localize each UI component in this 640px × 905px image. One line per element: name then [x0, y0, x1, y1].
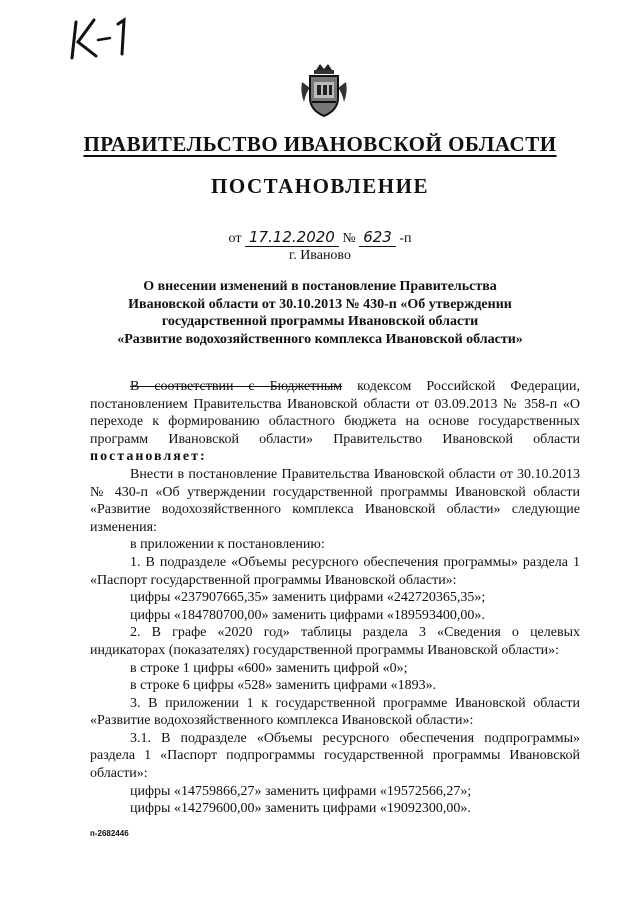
number-sign: № — [342, 231, 356, 246]
government-title: ПРАВИТЕЛЬСТВО ИВАНОВСКОЙ ОБЛАСТИ — [83, 132, 557, 156]
preamble-text: кодексом Российской Федерации, постановлением Правительства Ивановской области от 03.09.2013 № 358-п «О переходе к формированию областного бюджета на основе государственных программ Ивановской области» Правительство Ивановской области — [90, 379, 580, 447]
number-suffix: -п — [399, 231, 412, 246]
paragraph-10: 3.1. В подразделе «Объемы ресурсного обеспечения подпрограммы» раздела 1 «Паспорт подпрограммы государственной программы Ивановской области»: — [90, 730, 580, 782]
date-prefix: от — [228, 231, 242, 246]
document-number: 623 — [359, 228, 396, 247]
document-date: 17.12.2020 — [245, 228, 339, 247]
coat-of-arms-icon — [298, 62, 350, 120]
paragraph-1: Внести в постановление Правительства Ивановской области от 30.10.2013 № 430-п «Об утверждении государственной программы Ивановской области «Развитие водохозяйственного комплекса Ивановской области» следующие изменения: — [90, 466, 580, 535]
document-subject — [70, 278, 570, 348]
paragraph-7: в строке 1 цифры «600» заменить цифрой «0»; — [130, 660, 408, 676]
struck-text: В соответствии с Бюджетным — [130, 379, 343, 394]
paragraph-2: в приложении к постановлению: — [130, 537, 325, 553]
subject-line-1: О внесении изменений в постановление Правительства — [143, 279, 497, 294]
paragraph-8: в строке 6 цифры «528» заменить цифрами «1893». — [130, 678, 437, 694]
document-body — [90, 378, 580, 818]
paragraph-4: цифры «237907665,35» заменить цифрами «242720365,35»; — [130, 590, 486, 606]
decree-word: постановляет: — [90, 449, 207, 465]
subject-line-2: Ивановской области от 30.10.2013 № 430-п «Об утверждении — [128, 296, 512, 312]
paragraph-3: 1. В подразделе «Объемы ресурсного обеспечения программы» раздела 1 «Паспорт государственной программы Ивановской области»: — [90, 554, 580, 588]
paragraph-12: цифры «14279600,00» заменить цифрами «19092300,00». — [130, 801, 471, 817]
subject-line-3: государственной программы Ивановской области — [161, 314, 479, 329]
paragraph-5: цифры «184780700,00» заменить цифрами «189593400,00». — [130, 607, 485, 623]
paragraph-6: 2. В графе «2020 год» таблицы раздела 3 «Сведения о целевых индикаторах (показателях) государственной программы Ивановской области»: — [90, 625, 580, 658]
handwritten-mark — [66, 14, 136, 64]
city: г. Иваново — [289, 248, 351, 263]
document-type: ПОСТАНОВЛЕНИЕ — [211, 174, 429, 198]
date-number-line — [0, 228, 640, 247]
preamble-paragraph — [90, 378, 580, 466]
footer-code: п-2682446 — [90, 829, 129, 838]
subject-line-4: «Развитие водохозяйственного комплекса Ивановской области» — [117, 331, 523, 347]
paragraph-9: 3. В приложении 1 к государственной программе Ивановской области «Развитие водохозяйственного комплекса Ивановской области»: — [90, 695, 580, 729]
paragraph-11: цифры «14759866,27» заменить цифрами «19572566,27»; — [130, 783, 472, 799]
